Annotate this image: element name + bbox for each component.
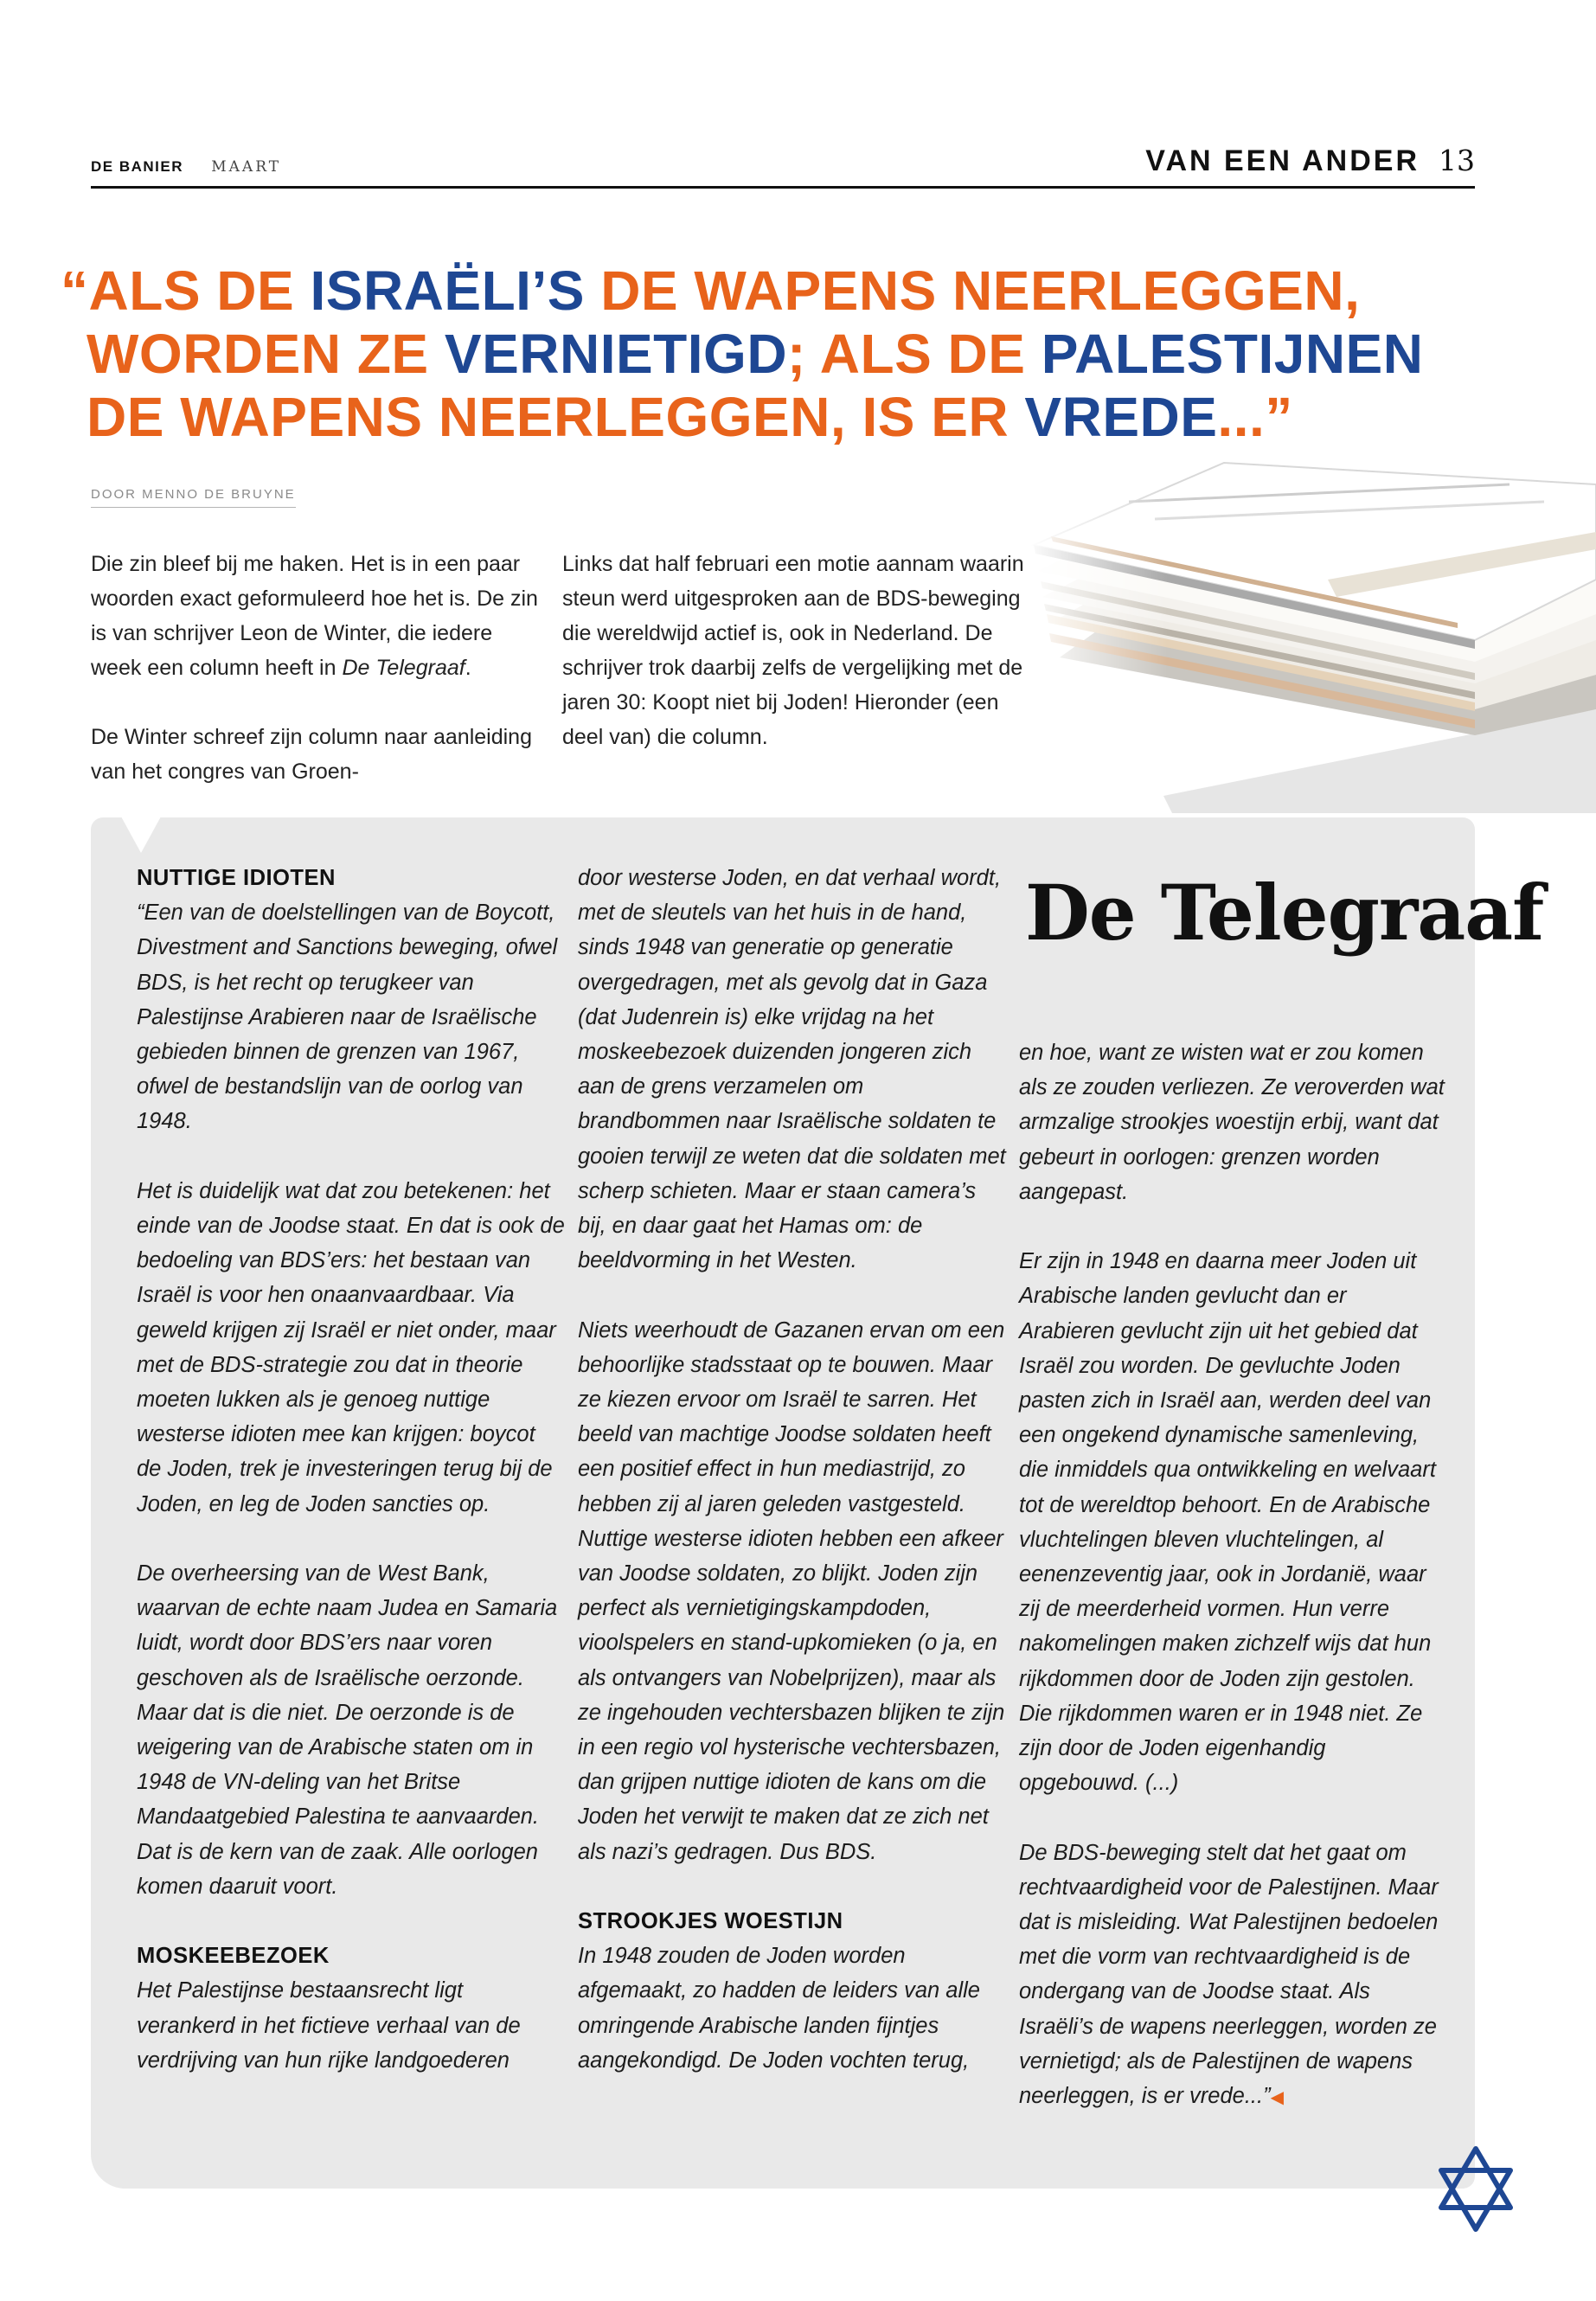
intro-paragraph: De Winter schreef zijn column naar aanleiding van het congres van Groen-: [91, 725, 532, 784]
intro-newspaper-name: De Telegraaf: [342, 656, 465, 680]
magazine-name: DE BANIER: [91, 158, 184, 175]
headline-highlight: VREDE: [1024, 386, 1218, 448]
panel-notch: [121, 817, 161, 853]
column-text-1: [137, 861, 565, 2078]
section-header: [1145, 144, 1475, 178]
newspaper-stack-image: [1025, 450, 1596, 813]
headline-part: DE WAPENS NEERLEGGEN, IS ER: [87, 386, 1025, 448]
column-paragraph: Er zijn in 1948 en daarna meer Joden uit Arabische landen gevlucht dan er Arabieren gevlucht zijn uit het gebied dat Israël zou worden. De gevluchte Joden pasten zich in Israël aan, werden deel van een ongekend dynamische samenleving, die inmiddels qua ontwikkeling en welvaart tot de wereldtop behoort. En de Arabische vluchtelingen bleven vluchtelingen, al eenenzeventig jaar, ook in Jordanië, waar zij de meerderheid vormen. Hun verre nakomelingen maken zichzelf wijs dat hun rijkdommen door de Joden zijn gestolen. Die rijkdommen waren er in 1948 niet. Ze zijn door de Joden eigenhandig opgebouwd. (...): [1019, 1249, 1436, 1796]
headline-highlight: VERNIETIGD: [444, 323, 788, 385]
header-rule: [91, 186, 1475, 189]
intro-column-2: [562, 547, 1029, 754]
column-paragraph: “Een van de doelstellingen van de Boycott, Divestment and Sanctions beweging, ofwel BDS, is het recht op terugkeer van Palestijnse Arabieren naar de Israëlische gebieden binnen de grenzen van 1967, ofwel de bestandslijn van de oorlog van 1948.: [137, 901, 558, 1134]
column-paragraph: Het Palestijnse bestaansrecht ligt verankerd in het fictieve verhaal van de verdrijving van hun rijke landgoederen: [137, 1978, 521, 2073]
column-paragraph: Niets weerhoudt de Gazanen ervan om een behoorlijke stadsstaat op te bouwen. Maar ze kiezen ervoor om Israël te sarren. Het beeld van machtige Joodse soldaten heeft een positief effect in hun mediastrijd, zo hebben zij al jaren geleden vastgesteld. Nuttige westerse idioten hebben een afkeer van Joodse soldaten, zo blijkt. Joden zijn perfect als vernietigingskampdoden, vioolspelers en stand-upkomieken (o ja, en als ontvangers van Nobelprijzen), maar als ze ingehouden vechtersbazen blijken te zijn in een regio vol hysterische vechtersbazen, dan grijpen nuttige idioten de kans om die Joden het verwijt te maken dat ze zich net als nazi’s gedragen. Dus BDS.: [578, 1317, 1005, 1864]
column-paragraph: Het is duidelijk wat dat zou betekenen: het einde van de Joodse staat. En dat is ook de bedoeling van BDS’ers: het bestaan van Israël is voor hen onaanvaardbaar. Via geweld krijgen zij Israël er niet onder, maar met de BDS-strategie zou dat in theorie moeten lukken als je genoeg nuttige westerse idioten mee kan krijgen: boycot de Joden, trek je investeringen terug bij de Joden, en leg de Joden sancties op.: [137, 1178, 565, 1516]
column-paragraph: door westerse Joden, en dat verhaal wordt, met de sleutels van het huis in de hand, sinds 1948 van generatie op generatie overgedragen, met als gevolg dat in Gaza (dat Judenrein is) elke vrijdag na het moskeebezoek duizenden jongeren zich aan de grens verzamelen om brandbommen naar Israëlische soldaten te gooien terwijl ze weten dat die soldaten met scherp schieten. Maar er staan camera’s bij, en daar gaat het Hamas om: de beeldvorming in het Westen.: [578, 866, 1006, 1273]
section-title: VAN EEN ANDER: [1145, 144, 1420, 177]
masthead: [91, 158, 281, 176]
column-paragraph: In 1948 zouden de Joden worden afgemaakt, zo hadden de leiders van alle omringende Arabische landen fijntjes aangekondigd. De Joden vochten terug,: [578, 1944, 980, 2073]
headline-part: WORDEN ZE: [87, 323, 445, 385]
column-paragraph: [1019, 1836, 1447, 2116]
issue-month: MAART: [211, 158, 282, 176]
headline-line-2: [61, 323, 1424, 386]
headline-part: ; ALS DE: [787, 323, 1042, 385]
page-number: 13: [1439, 144, 1475, 177]
intro-text: .: [465, 656, 471, 680]
column-paragraph: De overheersing van de West Bank, waarvan de echte naam Judea en Samaria luidt, wordt door BDS’ers naar voren geschoven als de Israëlische oerzonde. Maar dat is die niet. De oerzonde is de weigering van de Arabische staten om in 1948 de VN-deling van het Britse Mandaatgebied Palestina te aanvaarden. Dat is de kern van de zaak. Alle oorlogen komen daaruit voort.: [137, 1561, 558, 1899]
star-of-david-icon: [1436, 2144, 1516, 2234]
closing-text: De BDS-beweging stelt dat het gaat om rechtvaardigheid voor de Palestijnen. Maar dat is misleiding. Wat Palestijnen bedoelen met die vorm van rechtvaardigheid is de ondergang van de Joodse staat. Als Israëli’s de wapens neerleggen, worden ze vernietigd; als de Palestijnen de wapens neerleggen, is er vrede...”: [1019, 1840, 1439, 2109]
headline: [61, 260, 1424, 449]
column-paragraph: en hoe, want ze wisten wat er zou komen als ze zouden verliezen. Ze veroverden wat armzalige strookjes woestijn erbij, want dat gebeurt in oorlogen: grenzen worden aangepast.: [1019, 1041, 1445, 1204]
byline: DOOR MENNO DE BRUYNE: [91, 487, 296, 508]
headline-line-1: [61, 260, 1410, 323]
telegraaf-logo: De Telegraaf: [1025, 868, 1544, 958]
intro-text: Die zin bleef bij me haken. Het is in een paar woorden exact geformuleerd hoe het is. De zin is van schrijver Leon de Winter, die iedere week een column heeft in: [91, 552, 538, 680]
intro-column-1: [91, 547, 541, 789]
intro-paragraph: Links dat half februari een motie aannam waarin steun werd uitgesproken aan de BDS-beweging die wereldwijd actief is, ook in Nederland. De schrijver trok daarbij zelfs de vergelijking met de jaren 30: Koopt niet bij Joden! Hieronder (een deel van) die column.: [562, 552, 1024, 749]
subheading-nuttige-idioten: NUTTIGE IDIOTEN: [137, 866, 336, 890]
headline-highlight: ISRAËLI’S: [310, 260, 585, 322]
headline-line-3: [61, 386, 1410, 449]
headline-part: ...”: [1217, 386, 1293, 448]
headline-part: “ALS DE: [61, 260, 311, 322]
subheading-strookjes-woestijn: STROOKJES WOESTIJN: [578, 1909, 843, 1934]
headline-highlight: PALESTIJNEN: [1041, 323, 1424, 385]
headline-part: DE WAPENS NEERLEGGEN,: [584, 260, 1361, 322]
intro-paragraph: [91, 547, 541, 685]
end-triangle-icon: ◀: [1270, 2088, 1284, 2108]
column-text-3: [1019, 1035, 1447, 2115]
column-text-2: [578, 861, 1006, 2078]
subheading-moskeebezoek: MOSKEEBEZOEK: [137, 1944, 330, 1969]
